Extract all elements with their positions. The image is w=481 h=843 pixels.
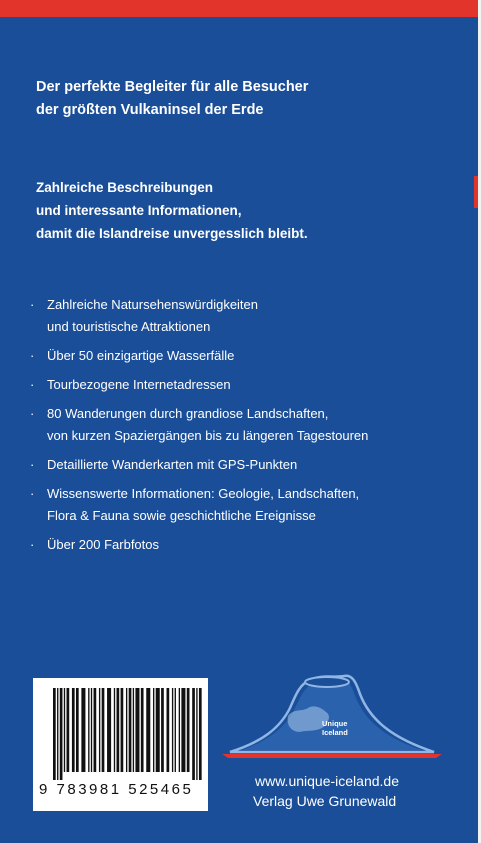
headline-line-1: Der perfekte Begleiter für alle Besucher [36, 79, 309, 95]
headline-line-2: der größten Vulkaninsel der Erde [36, 102, 264, 118]
feature-line: 80 Wanderungen durch grandiose Landschaften, [47, 406, 329, 421]
bullet-icon: · [30, 297, 35, 312]
feature-line: Tourbezogene Internetadressen [47, 377, 231, 392]
feature-line: Flora & Fauna sowie geschichtliche Ereignisse [47, 508, 316, 523]
feature-line: von kurzen Spaziergängen bis zu längeren Tagestouren [47, 428, 369, 443]
bullet-icon: · [30, 457, 35, 472]
intro-line-1: Zahlreiche Beschreibungen [36, 180, 214, 195]
logo-text-unique: Unique [322, 719, 348, 728]
feature-line: und touristische Attraktionen [47, 319, 211, 334]
logo-text-iceland: Iceland [322, 728, 348, 737]
feature-item [30, 374, 460, 396]
feature-item [30, 345, 460, 367]
intro-line-3: damit die Islandreise unvergesslich bleibt. [36, 226, 308, 241]
barcode-bars [53, 688, 203, 780]
feature-list [30, 294, 460, 563]
feature-item [30, 534, 460, 556]
intro-text [36, 176, 456, 245]
bullet-icon: · [30, 377, 35, 392]
bullet-icon: · [30, 486, 35, 501]
feature-item [30, 454, 460, 476]
right-red-tab [474, 176, 478, 208]
headline [36, 76, 456, 122]
feature-line: Zahlreiche Natursehenswürdigkeiten [47, 297, 259, 312]
intro-line-2: und interessante Informationen, [36, 203, 242, 218]
bullet-icon: · [30, 348, 35, 363]
feature-line: Detaillierte Wanderkarten mit GPS-Punkten [47, 457, 298, 472]
bullet-icon: · [30, 537, 35, 552]
feature-item [30, 483, 460, 527]
feature-item [30, 294, 460, 338]
bullet-icon: · [30, 406, 35, 421]
publisher-name: Verlag Uwe Grunewald [253, 793, 397, 809]
feature-item [30, 403, 460, 447]
website-link[interactable]: www.unique-iceland.de [255, 773, 399, 789]
barcode-digits: 9 783981 525465 [39, 781, 194, 798]
feature-line: Wissenswerte Informationen: Geologie, Landschaften, [47, 486, 360, 501]
top-red-bar [0, 0, 481, 17]
feature-line: Über 50 einzigartige Wasserfälle [47, 348, 235, 363]
barcode [33, 678, 208, 811]
feature-line: Über 200 Farbfotos [47, 537, 160, 552]
